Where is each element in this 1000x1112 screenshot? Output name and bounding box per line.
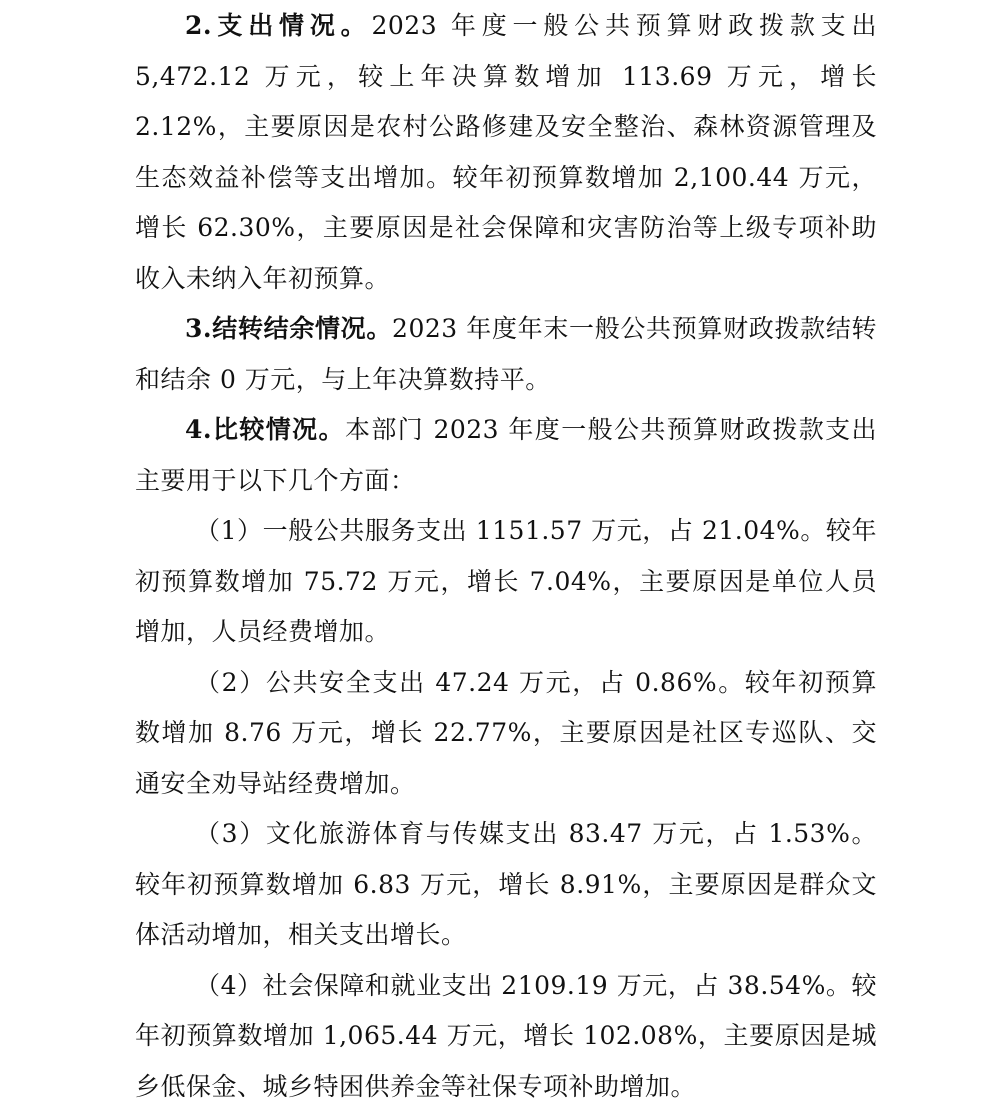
heading-comparison: 4.比较情况。 xyxy=(185,415,345,444)
paragraph-carryover xyxy=(135,304,877,405)
heading-expenditure: 2.支出情况。 xyxy=(185,11,372,40)
list-item-public-security: （2）公共安全支出 47.24 万元，占 0.86%。较年初预算数增加 8.76 万元，增长 22.77%，主要原因是社区专巡队、交通安全劝导站经费增加。 xyxy=(135,658,877,810)
document-page xyxy=(135,0,877,1112)
list-item-general-public-services: （1）一般公共服务支出 1151.57 万元，占 21.04%。较年初预算数增加 75.72 万元，增长 7.04%，主要原因是单位人员增加，人员经费增加。 xyxy=(135,506,877,658)
text-carryover: 2023 年度年末一般公共预算财政拨款结转和结余 0 万元，与上年决算数持平。 xyxy=(135,314,877,394)
text-comparison: 本部门 2023 年度一般公共预算财政拨款支出主要用于以下几个方面： xyxy=(135,415,877,495)
text-expenditure: 2023 年度一般公共预算财政拨款支出 5,472.12 万元，较上年决算数增加 113.69 万元，增长 2.12%，主要原因是农村公路修建及安全整治、森林资源管理及生态效益补偿等支出增加。较年初预算数增加 2,100.44 万元，增长 62.30%，主要原因是社会保障和灾害防治等上级专项补助收入未纳入年初预算。 xyxy=(135,11,877,293)
paragraph-expenditure xyxy=(135,1,877,304)
list-item-culture-tourism-sports-media: （3）文化旅游体育与传媒支出 83.47 万元，占 1.53%。较年初预算数增加 6.83 万元，增长 8.91%，主要原因是群众文体活动增加，相关支出增长。 xyxy=(135,809,877,961)
list-item-social-security-employment: （4）社会保障和就业支出 2109.19 万元，占 38.54%。较年初预算数增加 1,065.44 万元，增长 102.08%，主要原因是城乡低保金、城乡特困供养金等社保专项补助增加。 xyxy=(135,961,877,1112)
paragraph-comparison xyxy=(135,405,877,506)
heading-carryover: 3.结转结余情况。 xyxy=(185,314,392,343)
